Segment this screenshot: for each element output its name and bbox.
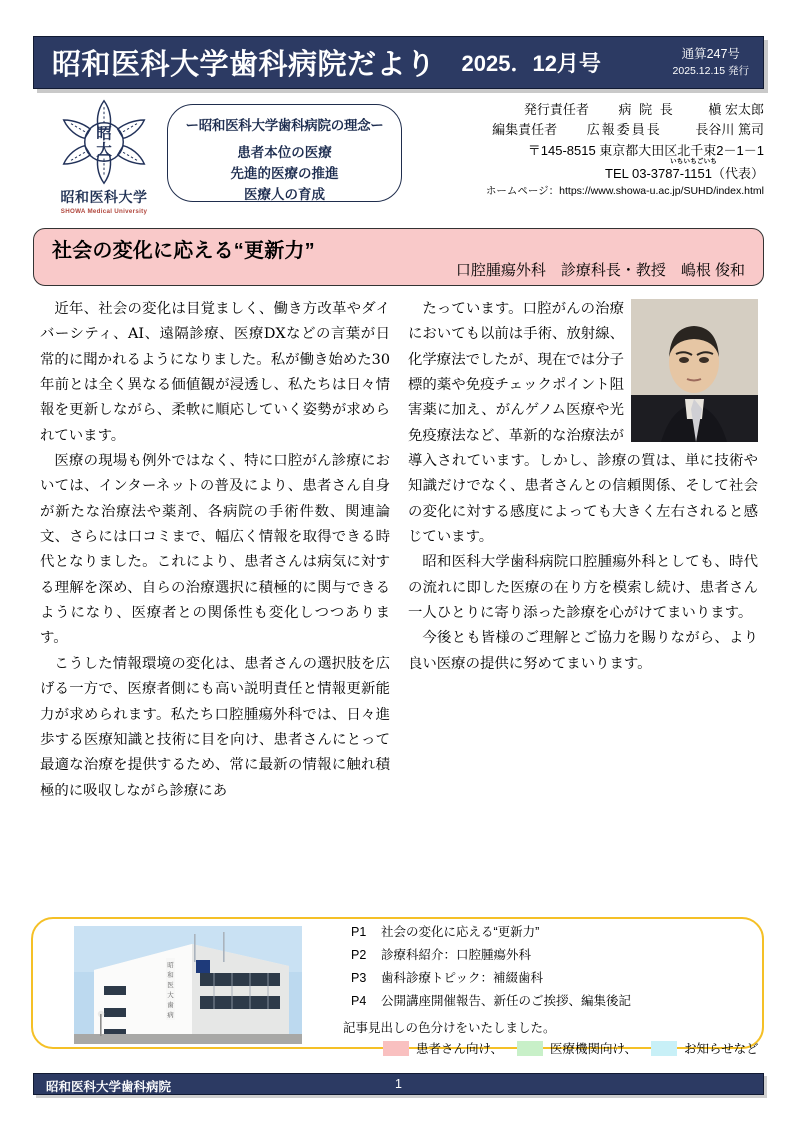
- paragraph: たっています。口腔がんの治療においても以前は手術、放射線、化学療法でしたが、現在では分子標的薬や免疫チェックポイント阻害薬に加え、がんゲノム医療や光免疫療法など、革新的な治療法が導入されています。しかし、診療の質は、単に技術や知識だけでなく、患者さんとの信頼関係、そして社会の変化に対する感度によっても大きく左右されると感じています。: [408, 301, 758, 546]
- editor-job-title: 広報委員長: [586, 121, 662, 137]
- article-title: 社会の変化に応える“更新力”: [52, 240, 315, 262]
- university-logo-block: [45, 98, 163, 215]
- telephone-furigana: いちいちごいち: [670, 157, 717, 165]
- paragraph: こうした情報環境の変化は、患者さんの選択肢を広げる一方で、医療者側にも高い説明責任と情報更新能力が求められます。私たち口腔腫瘍外科では、日々進歩する医療知識と技術に目を向け、患者さんにとって最適な治療を提供するため、常に最新の情報に触れ積極的に吸収しながら診療にあ: [40, 655, 390, 799]
- footer-hospital-name: 昭和医科大学歯科病院: [46, 1080, 172, 1094]
- legend-item-news: [651, 1039, 759, 1057]
- philosophy-item: 医療人の育成: [244, 186, 325, 202]
- hospital-building-photo: [74, 926, 302, 1044]
- svg-text:病: 病: [167, 1011, 174, 1019]
- paragraph: 昭和医科大学歯科病院口腔腫瘍外科としても、時代の流れに即した医療の在り方を模索し続け、患者さん一人ひとりに寄り添った診療を心がけてまいります。: [408, 554, 758, 622]
- svg-text:昭: 昭: [96, 124, 112, 143]
- toc-page-label: P4: [351, 994, 367, 1008]
- telephone-block: [399, 157, 764, 181]
- publisher-name: 槇 宏太郎: [708, 102, 764, 117]
- publisher-row-1: [399, 100, 764, 120]
- toc-entry-list: [351, 926, 751, 1018]
- article-body: [33, 297, 764, 912]
- svg-text:大: 大: [167, 991, 174, 999]
- footer-page-number: 1: [395, 1077, 402, 1091]
- legend-swatch-green: [517, 1041, 543, 1056]
- philosophy-list: [168, 143, 401, 206]
- page-footer: [33, 1073, 764, 1095]
- svg-text:歯: 歯: [167, 1001, 174, 1009]
- legend-label: お知らせなど: [684, 1042, 759, 1056]
- masthead-banner: [33, 36, 764, 89]
- editor-role: 編集責任者: [492, 121, 558, 137]
- university-name-en: SHOWA Medical University: [60, 208, 148, 215]
- publisher-info: [399, 100, 764, 199]
- postal-address: 〒145-8515 東京都大田区北千束2－1－1: [527, 143, 764, 158]
- issue-month: 2025．12月号: [461, 51, 601, 76]
- article-column-right: [408, 297, 758, 677]
- publisher-row-2: [399, 120, 764, 140]
- toc-entry[interactable]: [351, 972, 751, 985]
- legend-label: 医療機関向け、: [550, 1042, 638, 1056]
- publish-date: 2025.12.15 発行: [672, 65, 749, 77]
- portrait-image: [631, 299, 758, 442]
- toc-entry-text: 歯科診療トピック：補綴歯科: [381, 971, 544, 985]
- newsletter-title: 昭和医科大学歯科病院だより: [52, 49, 436, 81]
- svg-text:大: 大: [96, 140, 112, 159]
- color-coding-note: 記事見出しの色分けをいたしました。: [343, 1021, 556, 1035]
- legend-label: 患者さん向け、: [416, 1042, 504, 1056]
- serial-number: 通算247号: [681, 47, 740, 62]
- editor-name: 長谷川 篤司: [695, 121, 764, 137]
- svg-text:医: 医: [167, 981, 174, 989]
- toc-page-label: P2: [351, 948, 367, 962]
- legend-swatch-cyan: [651, 1041, 677, 1056]
- author-portrait-photo: [631, 299, 758, 442]
- toc-entry[interactable]: [351, 949, 751, 962]
- paragraph: 近年、社会の変化は目覚ましく、働き方改革やダイバーシティ、AI、遠隔診療、医療DXなどの言葉が日常的に聞かれるようになりました。私が働き始めた30年前とは全く異なる価値観が浸透し、私たちは日々情報を更新しながら、柔軟に順応していく姿勢が求められています。: [40, 301, 390, 444]
- toc-entry[interactable]: [351, 926, 751, 939]
- toc-page-label: P3: [351, 971, 367, 985]
- svg-text:昭: 昭: [167, 961, 174, 969]
- table-of-contents-box: [31, 917, 764, 1056]
- building-image: [74, 926, 302, 1044]
- svg-text:和: 和: [167, 971, 174, 979]
- publisher-job-title: 病 院 長: [618, 102, 675, 117]
- legend-swatch-pink: [383, 1041, 409, 1056]
- toc-entry[interactable]: [351, 995, 751, 1008]
- toc-entry-text: 公開講座開催報告、新任のご挨拶、編集後記: [381, 994, 632, 1008]
- philosophy-box: [167, 104, 402, 202]
- article-column-left: [40, 297, 390, 804]
- color-legend: [383, 1039, 759, 1057]
- publisher-role: 発行責任者: [523, 102, 589, 117]
- philosophy-item: 先進的医療の推進: [230, 165, 339, 181]
- article-author: 口腔腫瘍外科 診療科長・教授 嶋根 俊和: [455, 262, 745, 279]
- toc-page-label: P1: [351, 925, 367, 939]
- philosophy-heading: ー昭和医科大学歯科病院の理念ー: [185, 118, 384, 133]
- philosophy-item: 患者本位の医療: [237, 145, 332, 160]
- paragraph: 医療の現場も例外ではなく、特に口腔がん診療においては、インターネットの普及により、患者さん自身が新たな治療法や薬剤、各病院の手術件数、関連論文、さらには口コミまで、幅広く情報を取得できる時代となりました。これにより、患者さんは病気に対する理解を深め、自らの治療選択に積極的に関与できるようになり、医療者との関係性も変化しつつあります。: [40, 453, 390, 647]
- paragraph: 今後とも皆様のご理解とご協力を賜りながら、より良い医療の提供に努めてまいります。: [408, 630, 758, 672]
- legend-item-institutions: [517, 1039, 637, 1057]
- telephone-number: TEL 03-3787-1151（代表）: [605, 165, 764, 181]
- showa-emblem-icon: [58, 98, 150, 186]
- article-title-banner: [33, 228, 764, 286]
- issue-meta: [673, 45, 749, 80]
- toc-entry-text: 診療科紹介：口腔腫瘍外科: [381, 948, 532, 962]
- legend-item-patients: [383, 1039, 503, 1057]
- homepage-url[interactable]: ホームページ：https://www.showa-u.ac.jp/SUHD/index.html: [485, 184, 764, 197]
- university-name-jp: 昭和医科大学: [60, 189, 148, 205]
- identity-row: [33, 96, 764, 218]
- toc-entry-text: 社会の変化に応える“更新力”: [381, 925, 540, 939]
